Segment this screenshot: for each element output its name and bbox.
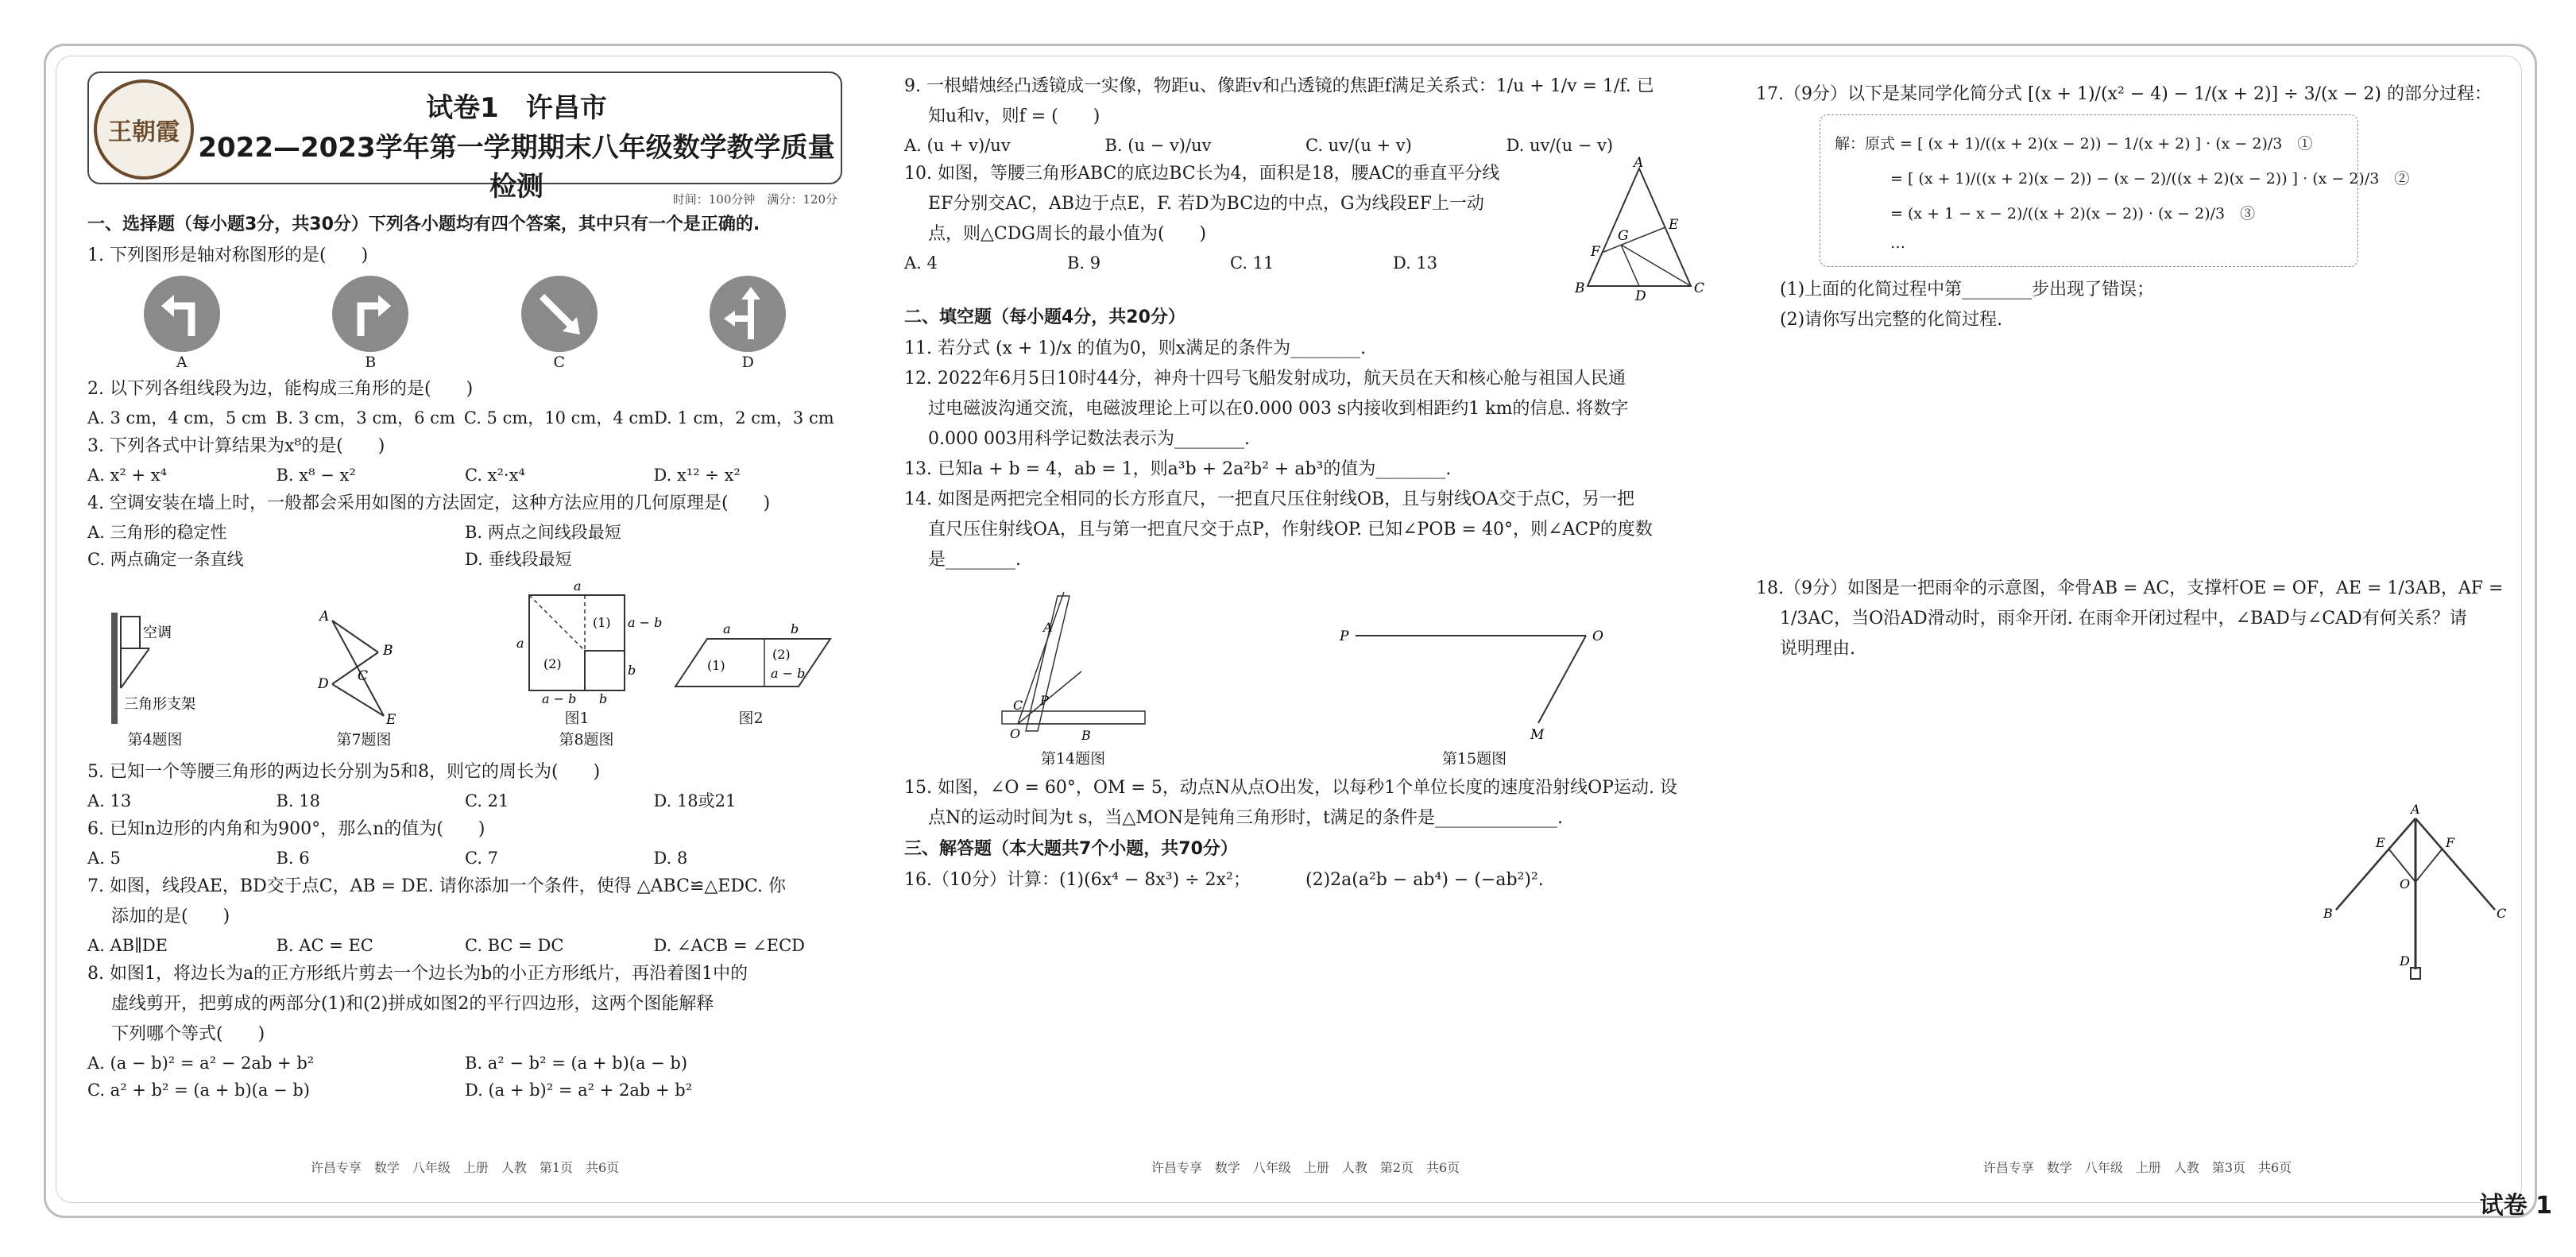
question-15-line1: 15. 如图，∠O = 60°，OM = 5，动点N从点O出发，以每秒1个单位长度的速度沿射线OP运动. 设 <box>904 778 1677 798</box>
paper-subtitle: 2022—2023学年第一学期期末八年级数学教学质量检测 <box>198 132 835 203</box>
svg-text:C: C <box>2497 906 2507 921</box>
svg-text:E: E <box>386 712 396 728</box>
svg-text:P: P <box>1339 628 1348 644</box>
publisher-logo: 王朝霞 <box>94 79 194 180</box>
q17-part1: (1)上面的化简过程中第________步出现了错误； <box>1780 280 2155 300</box>
question-13: 13. 已知a + b = 4，ab = 1，则a³b + 2a²b² + ab³的值为________. <box>904 459 1452 479</box>
question-12-line2: 过电磁波沟通交流，电磁波理论上可以在0.000 003 s内接收到相距约1 km的信息. 将数字 <box>928 399 1629 419</box>
q1-sign-figures <box>87 274 842 371</box>
q5-options: A. 13 B. 18 C. 21 D. 18或21 <box>87 791 737 810</box>
question-16: 16.（10分）计算：(1)(6x⁴ − 8x³) ÷ 2x²； (2)2a(a²b − ab⁴) − (−ab²)². <box>904 870 1544 890</box>
question-1: 1. 下列图形是轴对称图形的是( ) <box>87 246 369 265</box>
svg-text:D: D <box>1635 288 1646 304</box>
figures-row-14-15 <box>904 580 1707 768</box>
svg-text:A: A <box>1042 620 1053 635</box>
svg-text:A: A <box>1634 155 1644 171</box>
question-11: 11. 若分式 (x + 1)/x 的值为0，则x满足的条件为________. <box>904 338 1367 358</box>
question-4: 4. 空调安装在墙上时，一般都会采用如图的方法固定，这种方法应用的几何原理是( ) <box>87 493 771 513</box>
svg-text:三角形支架: 三角形支架 <box>124 696 195 713</box>
svg-text:a − b: a − b <box>542 691 577 706</box>
page-2 <box>904 72 1707 1176</box>
svg-text:A: A <box>319 609 330 625</box>
svg-text:C: C <box>1012 698 1023 713</box>
svg-text:C: C <box>358 668 369 684</box>
turn-right-sign-icon: B <box>331 274 410 371</box>
svg-text:O: O <box>1009 726 1020 741</box>
svg-text:B: B <box>383 643 393 659</box>
fork-arrow-sign-icon: D <box>708 274 787 371</box>
question-10-line3: 点，则△CDG周长的最小值为( ) <box>928 224 1207 244</box>
svg-text:O: O <box>1592 628 1603 644</box>
question-8-line2: 虚线剪开，把剪成的两部分(1)和(2)拼成如图2的平行四边形，这两个图能解释 <box>111 994 714 1014</box>
svg-text:a: a <box>574 578 582 594</box>
svg-text:a − b: a − b <box>628 615 663 630</box>
q3-options: A. x² + x⁴ B. x⁸ − x² C. x²·x⁴ D. x¹² ÷ x² <box>87 466 741 485</box>
q8-options-row2: C. a² + b² = (a + b)(a − b) D. (a + b)² = a² + 2ab + b² <box>87 1081 693 1100</box>
paper-title: 试卷1 许昌市 <box>426 92 607 124</box>
question-15-line2: 点N的运动时间为t s，当△MON是钝角三角形时，t满足的条件是______________. <box>928 808 1563 828</box>
svg-text:A: A <box>2411 802 2420 817</box>
svg-text:(1): (1) <box>593 615 611 630</box>
svg-text:C: C <box>1694 280 1705 296</box>
page-2-footer: 许昌专享 数学 八年级 上册 人教 第2页 共6页 <box>1151 1160 1460 1175</box>
figure-8: a a (1) (2) a − b b a − b b 图1 (1) (2) a b a − b 图2 第8题图 <box>505 579 842 749</box>
question-10-line1: 10. 如图，等腰三角形ABC的底边BC长为4，面积是18，腰AC的垂直平分线 <box>904 164 1500 184</box>
question-2: 2. 以下列各组线段为边，能构成三角形的是( ) <box>87 379 474 399</box>
page-3 <box>1756 72 2519 1176</box>
question-6: 6. 已知n边形的内角和为900°，那么n的值为( ) <box>87 819 485 839</box>
question-14-line2: 直尺压住射线OA，且与第一把直尺交于点P，作射线OP. 已知∠POB = 40°，则∠ACP的度数 <box>928 520 1653 540</box>
svg-text:M: M <box>1530 727 1544 743</box>
question-10-block <box>904 155 1707 304</box>
svg-text:D: D <box>318 676 329 692</box>
svg-text:G: G <box>1618 228 1629 244</box>
section-3-heading: 三、解答题（本大题共7个小题，共70分） <box>904 839 1238 859</box>
q4-options-row2: C. 两点确定一条直线 D. 垂线段最短 <box>87 550 572 569</box>
section-1-heading: 一、选择题（每小题3分，共30分）下列各小题均有四个答案，其中只有一个是正确的. <box>87 215 760 234</box>
question-7-line1: 7. 如图，线段AE，BD交于点C，AB = DE. 请你添加一个条件，使得 △ABC≌△EDC. 你 <box>87 876 787 896</box>
q17-part2: (2)请你写出完整的化简过程. <box>1780 310 2003 330</box>
svg-text:E: E <box>1669 217 1679 233</box>
question-12-line3: 0.000 003用科学记数法表示为________. <box>928 429 1250 449</box>
q17-solution-box: 解：原式 = [ (x + 1)/((x + 2)(x − 2)) − 1/(x + 2) ] · (x − 2)/3 ① = [ (x + 1)/((x + 2)(x − 2)) − (x − 2)/((x + 2)(x − 2)) ] · (x − 2)/3 ② = (x + 1 − x − 2)/((x + 2)(x − 2)) · (x − 2)/3 ③ … <box>1820 114 2358 267</box>
figure-14: O B A C P 第14题图 <box>994 580 1153 768</box>
svg-text:(1): (1) <box>707 658 725 673</box>
q2-options: A. 3 cm，4 cm，5 cm B. 3 cm，3 cm，6 cm C. 5 cm，10 cm，4 cm D. 1 cm，2 cm，3 cm <box>87 408 834 427</box>
svg-text:P: P <box>1039 693 1049 708</box>
paper-badge: 试卷 1 <box>2479 1192 2552 1220</box>
svg-text:空调: 空调 <box>143 625 172 641</box>
svg-text:a − b: a − b <box>771 666 806 681</box>
question-5: 5. 已知一个等腰三角形的两边长分别为5和8，则它的周长为( ) <box>87 762 601 782</box>
question-9-line2: 知u和v，则f = ( ) <box>928 106 1100 126</box>
question-9-line1: 9. 一根蜡烛经凸透镜成一实像，物距u、像距v和凸透镜的焦距f满足关系式：1/u + 1/v = 1/f. 已 <box>904 76 1654 96</box>
q7-options: A. AB∥DE B. AC = EC C. BC = DC D. ∠ACB = ∠ECD <box>87 936 805 955</box>
turn-left-sign-icon: A <box>142 274 222 371</box>
svg-text:F: F <box>2446 835 2455 850</box>
q17-answer-space <box>1756 335 2519 574</box>
exam-meta: 时间：100分钟 满分：120分 <box>672 192 837 207</box>
question-18-line2: 1/3AC，当O沿AD滑动时，雨伞开闭. 在雨伞开闭过程中，∠BAD与∠CAD有何关系？请 <box>1780 609 2467 628</box>
svg-text:B: B <box>2323 906 2333 921</box>
svg-text:b: b <box>628 663 636 678</box>
question-3: 3. 下列各式中计算结果为x⁸的是( ) <box>87 436 385 456</box>
question-18-line3: 说明理由. <box>1780 639 1855 659</box>
q9-options: A. (u + v)/uv B. (u − v)/uv C. uv/(u + v) D. uv/(u − v) <box>904 136 1614 155</box>
svg-text:b: b <box>599 691 608 706</box>
diagonal-arrow-sign-icon: C <box>520 274 599 371</box>
svg-text:a: a <box>723 621 731 636</box>
q6-options: A. 5 B. 6 C. 7 D. 8 <box>87 849 688 868</box>
figure-18-umbrella <box>2320 803 2511 993</box>
page-1 <box>87 72 842 1176</box>
section-2-heading: 二、填空题（每小题4分，共20分） <box>904 307 1186 327</box>
question-7-line2: 添加的是( ) <box>111 907 230 926</box>
question-8-line3: 下列哪个等式( ) <box>111 1024 265 1044</box>
page-1-footer: 许昌专享 数学 八年级 上册 人教 第1页 共6页 <box>310 1160 620 1175</box>
svg-text:B: B <box>1575 280 1585 296</box>
figure-10 <box>1572 155 1707 304</box>
svg-text:(2): (2) <box>543 656 562 671</box>
question-14-line1: 14. 如图是两把完全相同的长方形直尺，一把直尺压住射线OB，且与射线OA交于点C，另一把 <box>904 489 1634 509</box>
svg-text:E: E <box>2376 835 2385 850</box>
page-3-footer: 许昌专享 数学 八年级 上册 人教 第3页 共6页 <box>1982 1160 2292 1175</box>
svg-text:b: b <box>791 621 799 636</box>
figure-4: 空调 三角形支架 第4题图 <box>87 609 222 749</box>
svg-text:a: a <box>516 636 524 651</box>
svg-text:O: O <box>2400 876 2411 892</box>
question-17: 17.（9分）以下是某同学化简分式 [(x + 1)/(x² − 4) − 1/(x + 2)] ÷ 3/(x − 2) 的部分过程： <box>1756 84 2492 104</box>
question-14-line3: 是________. <box>928 550 1021 570</box>
question-8-line1: 8. 如图1，将边长为a的正方形纸片剪去一个边长为b的小正方形纸片，再沿着图1中的 <box>87 964 748 984</box>
q8-options-row1: A. (a − b)² = a² − 2ab + b² B. a² − b² = (a + b)(a − b) <box>87 1054 688 1073</box>
question-18-line1: 18.（9分）如图是一把雨伞的示意图，伞骨AB = AC，支撑杆OE = OF，AE = 1/3AB，AF = <box>1756 578 2504 598</box>
question-12-line1: 12. 2022年6月5日10时44分，神舟十四号飞船发射成功，航天员在天和核心舱与祖国人民通 <box>904 369 1626 389</box>
q10-options: A. 4 B. 9 C. 11 D. 13 <box>904 253 1438 273</box>
svg-text:B: B <box>1081 728 1091 743</box>
question-10-line2: EF分别交AC，AB边于点E，F. 若D为BC边的中点，G为线段EF上一动 <box>928 194 1484 214</box>
figure-7: A B C D E 第7题图 <box>318 609 396 748</box>
figures-row-4-7-8 <box>87 579 842 749</box>
svg-text:D: D <box>2400 953 2410 969</box>
svg-text:F: F <box>1591 244 1600 260</box>
figure-15: P O M 第15题图 <box>1339 628 1603 768</box>
svg-text:(2): (2) <box>772 647 791 662</box>
q4-options-row1: A. 三角形的稳定性 B. 两点之间线段最短 <box>87 523 621 542</box>
